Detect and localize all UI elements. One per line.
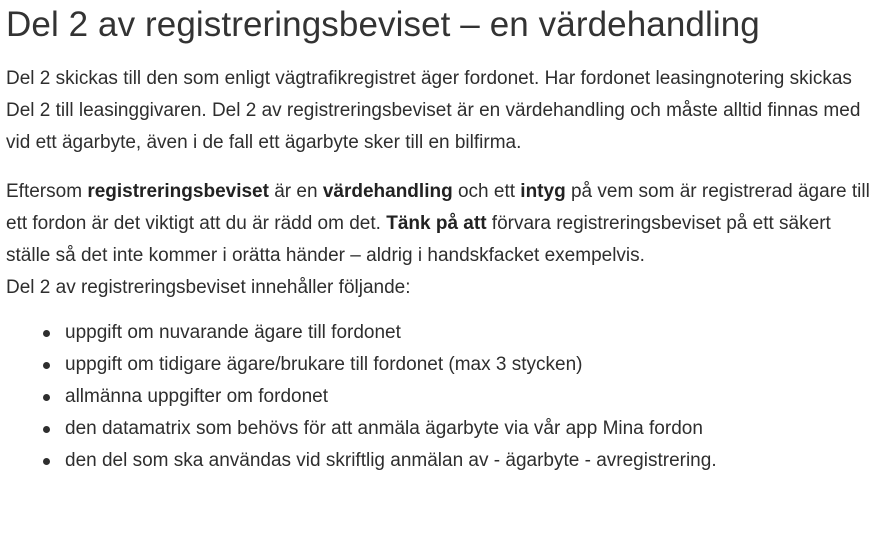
list-item — [39, 317, 876, 349]
bullet-icon — [43, 426, 50, 433]
text-span: förvara registreringsbeviset på ett säkert ställe så det inte kommer i orätta händer – aldrig i handskfacket exempelvis. — [6, 213, 831, 266]
bold-term-intyg: intyg — [520, 181, 566, 202]
list-item-text: den del som ska användas vid skriftlig anmälan av - ägarbyte - avregistrering. — [65, 450, 717, 471]
bullet-icon — [43, 330, 50, 337]
text-span: på vem som är registrerad ägare till ett fordon är det viktigt att du är rädd om det. — [6, 181, 870, 234]
intro-paragraph: Del 2 skickas till den som enligt vägtrafikregistret äger fordonet. Har fordonet leasingnotering skickas Del 2 till leasinggivaren. Del 2 av registreringsbeviset är en värdehandling och måste alltid finnas med vid ett ägarbyte, även i de fall ett ägarbyte sker till en bilfirma. — [6, 68, 861, 153]
importance-paragraph — [6, 176, 876, 272]
text-span: är en — [268, 181, 323, 202]
text-span: Eftersom — [6, 181, 88, 202]
bold-term-tank-pa-att: Tänk på att — [386, 213, 487, 234]
text-span: och ett — [452, 181, 521, 202]
list-item — [39, 413, 876, 445]
list-item — [39, 349, 876, 381]
list-item-text: uppgift om tidigare ägare/brukare till fordonet (max 3 stycken) — [65, 354, 583, 375]
bullet-icon — [43, 362, 50, 369]
contents-intro-paragraph: Del 2 av registreringsbeviset innehåller följande: — [6, 277, 411, 298]
bold-term-vardehandling: värdehandling — [322, 181, 453, 202]
contents-list — [6, 317, 876, 477]
list-item-text: allmänna uppgifter om fordonet — [65, 386, 328, 407]
bold-term-registreringsbeviset: registreringsbeviset — [87, 181, 269, 202]
page-title: Del 2 av registreringsbeviset – en värdehandling — [6, 5, 760, 44]
bullet-icon — [43, 458, 50, 465]
list-item-text: den datamatrix som behövs för att anmäla ägarbyte via vår app Mina fordon — [65, 418, 703, 439]
list-item — [39, 445, 876, 477]
bullet-icon — [43, 394, 50, 401]
list-item-text: uppgift om nuvarande ägare till fordonet — [65, 322, 401, 343]
list-item — [39, 381, 876, 413]
